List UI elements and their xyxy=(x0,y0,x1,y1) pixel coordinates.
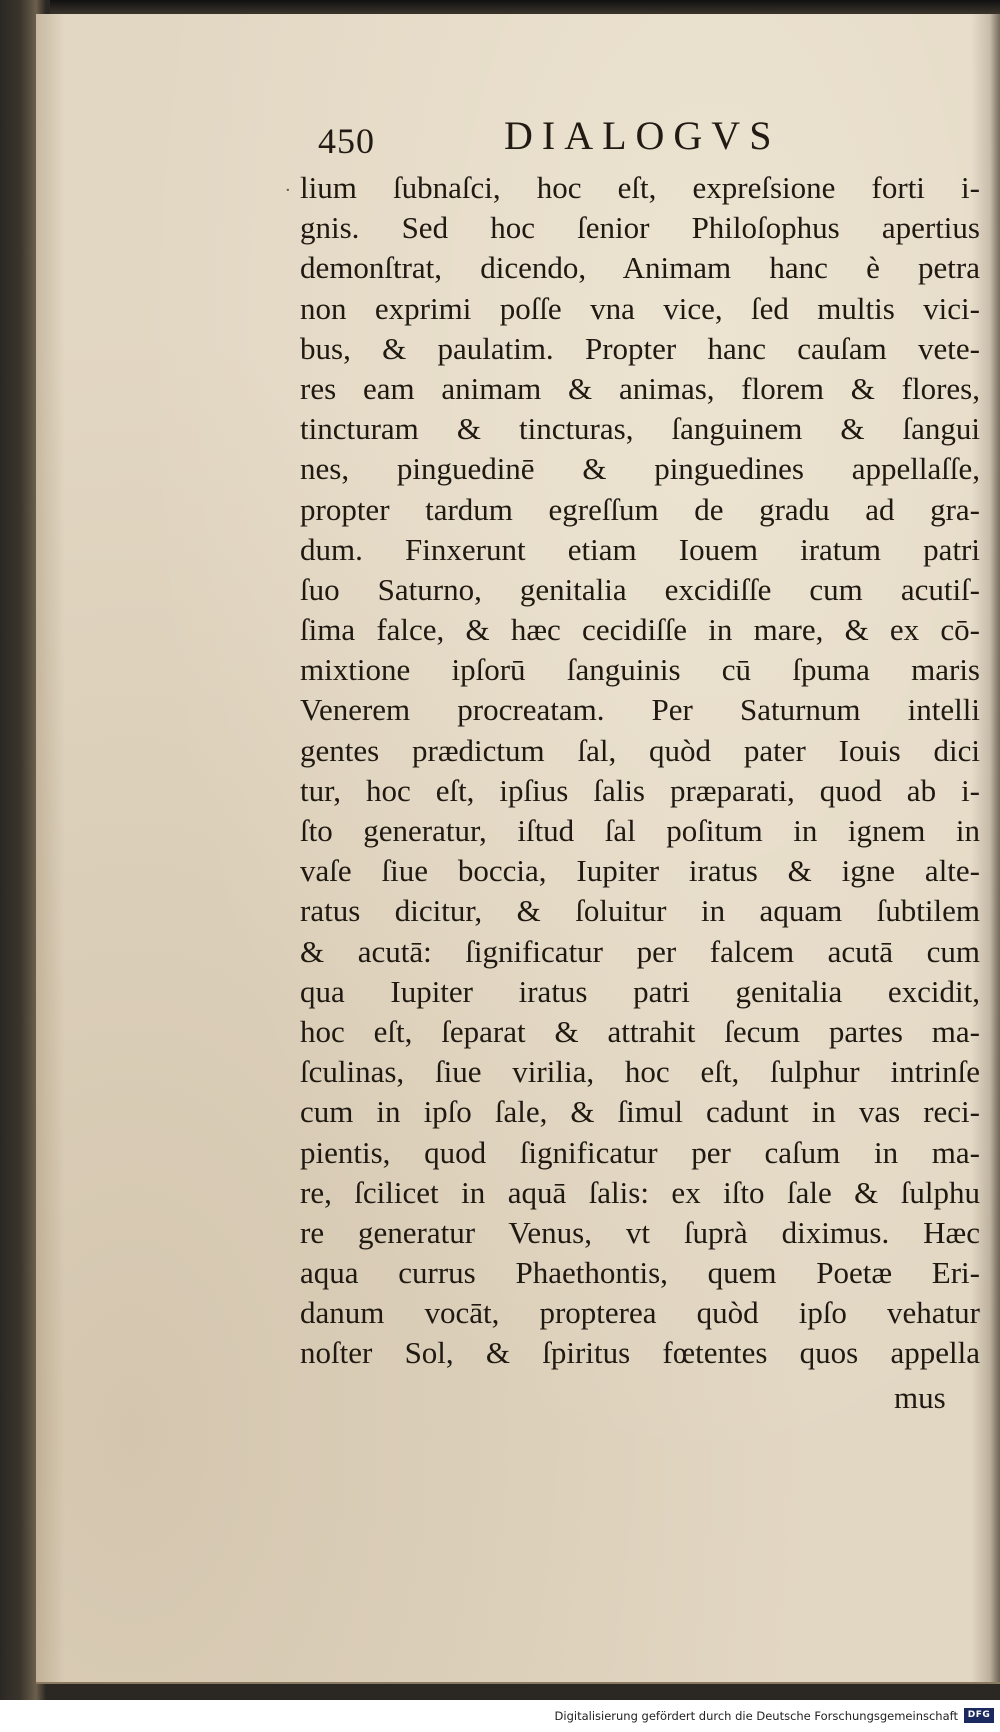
book-top-edge xyxy=(50,0,1000,14)
funding-credit: Digitalisierung gefördert durch die Deutsche Forschungsgemeinschaft xyxy=(554,1709,958,1723)
text-line: danum vocāt, propterea quòd ipſo vehatur xyxy=(300,1295,980,1331)
running-head xyxy=(318,112,808,162)
margin-mark: · xyxy=(285,180,291,201)
text-line: ſima falce, & hæc cecidiſſe in mare, & ex cō- xyxy=(300,612,980,648)
text-line: res eam animam & animas, florem & flores, xyxy=(300,370,980,406)
catchword: mus xyxy=(894,1380,946,1415)
text-line: re generatur Venus, vt ſuprà diximus. Hæc xyxy=(300,1214,980,1250)
text-line: demonſtrat, dicendo, Animam hanc è petra xyxy=(300,250,980,286)
text-line: bus, & paulatim. Propter hanc cauſam vete- xyxy=(300,330,980,366)
text-line: noſter Sol, & ſpiritus fœtentes quos appella xyxy=(300,1335,980,1371)
text-line: ſculinas, ſiue virilia, hoc eſt, ſulphur intrinſe xyxy=(300,1054,980,1090)
text-line: propter tardum egreſſum de gradu ad gra- xyxy=(300,491,980,527)
text-line: lium ſubnaſci, hoc eſt, expreſsione forti i- xyxy=(300,170,980,205)
text-line: pientis, quod ſignificatur per caſum in ma- xyxy=(300,1134,980,1170)
text-line: qua Iupiter iratus patri genitalia excidit, xyxy=(300,973,980,1009)
text-line: aqua currus Phaethontis, quem Poetæ Eri- xyxy=(300,1255,980,1291)
text-line: ſuo Saturno, genitalia excidiſſe cum acutiſ- xyxy=(300,571,980,607)
text-line: nes, pinguedinē & pinguedines appellaſſe, xyxy=(300,451,980,487)
text-line: tur, hoc eſt, ipſius ſalis præparati, quod ab i- xyxy=(300,772,980,808)
text-line: dum. Finxerunt etiam Iouem iratum patri xyxy=(300,531,980,567)
text-line: re, ſcilicet in aquā ſalis: ex iſto ſale & ſulphu xyxy=(300,1174,980,1210)
text-line: gentes prædictum ſal, quòd pater Iouis dici xyxy=(300,732,980,768)
digitization-footer xyxy=(0,1700,1000,1732)
text-line: ſto generatur, iſtud ſal poſitum in ignem in xyxy=(300,813,980,848)
dfg-logo: DFG xyxy=(964,1708,994,1723)
text-line: gnis. Sed hoc ſenior Philoſophus apertius xyxy=(300,210,980,246)
text-line: non exprimi poſſe vna vice, ſed multis vici- xyxy=(300,290,980,326)
text-line: Venerem procreatam. Per Saturnum intelli xyxy=(300,692,980,728)
text-line: hoc eſt, ſeparat & attrahit ſecum partes ma- xyxy=(300,1013,980,1049)
text-line: vaſe ſiue boccia, Iupiter iratus & igne alte- xyxy=(300,853,980,889)
page-edge-shadow xyxy=(990,14,1000,1682)
text-line: cum in ipſo ſale, & ſimul cadunt in vas reci- xyxy=(300,1094,980,1130)
page-number: 450 xyxy=(318,121,375,161)
body-text xyxy=(300,168,980,1374)
text-line: & acutā: ſignificatur per falcem acutā cum xyxy=(300,933,980,969)
text-line: tincturam & tincturas, ſanguinem & ſangui xyxy=(300,411,980,447)
running-title: DIALOGVS xyxy=(504,113,781,158)
text-line: ratus dicitur, & ſoluitur in aquam ſubtilem xyxy=(300,893,980,929)
text-line: mixtione ipſorū ſanguinis cū ſpuma maris xyxy=(300,652,980,688)
